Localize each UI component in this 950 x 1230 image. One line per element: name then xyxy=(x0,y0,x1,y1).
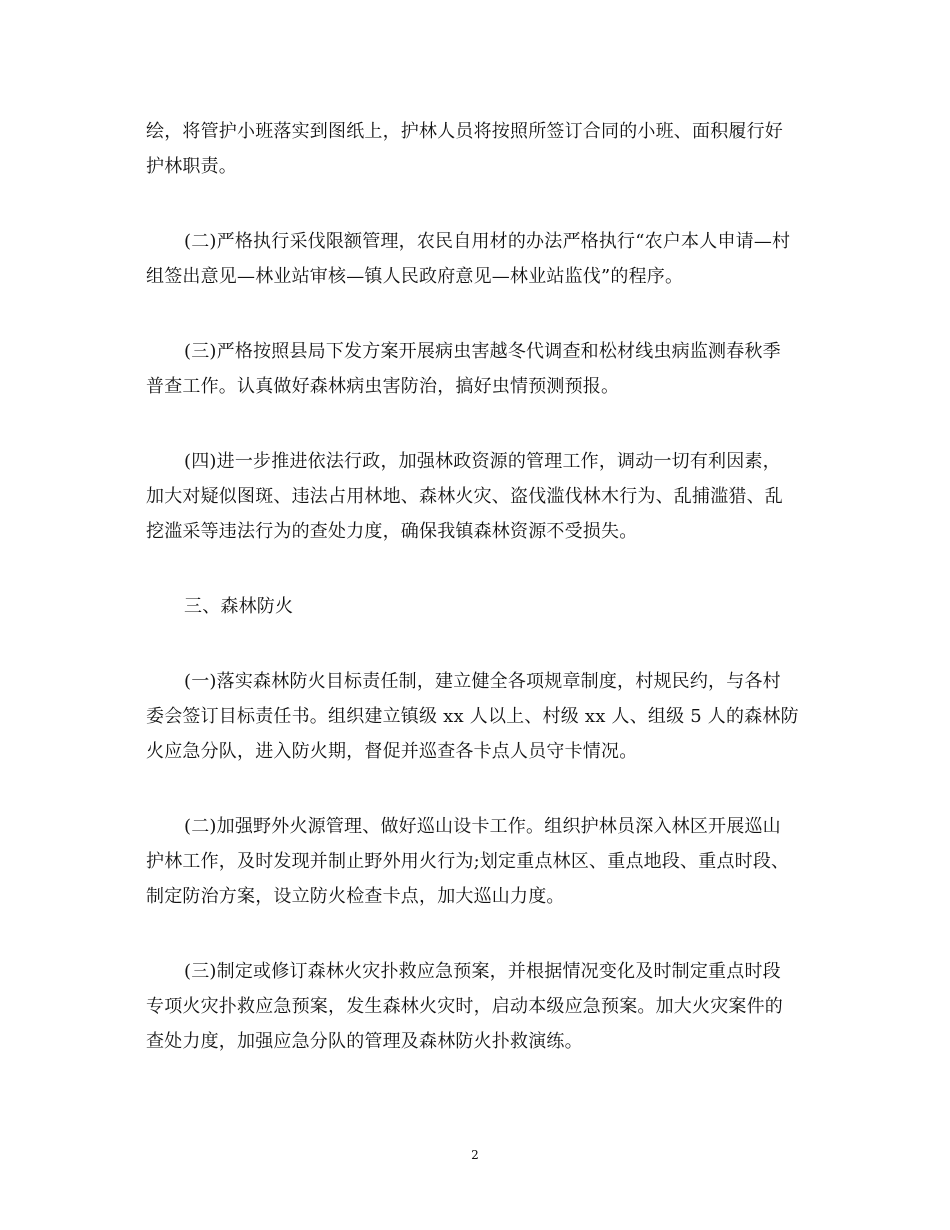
paragraph-line: 专项火灾扑救应急预案，发生森林火灾时，启动本级应急预案。加大火灾案件的 xyxy=(146,996,783,1017)
paragraph-line: 查处力度，加强应急分队的管理及森林防火扑救演练。 xyxy=(146,1031,583,1052)
paragraph-line: (二)加强野外火源管理、做好巡山设卡工作。组织护林员深入林区开展巡山 xyxy=(184,816,781,837)
paragraph-line: (三)严格按照县局下发方案开展病虫害越冬代调查和松材线虫病监测春秋季 xyxy=(184,341,781,362)
paragraph xyxy=(146,589,806,624)
paragraph-line: 三、森林防火 xyxy=(184,596,294,617)
paragraph-line: 挖滥采等违法行为的查处力度，确保我镇森林资源不受损失。 xyxy=(146,521,638,542)
paragraph-line: 组签出意见—林业站审核—镇人民政府意见—林业站监伐”的程序。 xyxy=(146,266,684,287)
paragraph-line: (一)落实森林防火目标责任制，建立健全各项规章制度，村规民约，与各村 xyxy=(184,671,781,692)
paragraph xyxy=(146,444,806,549)
paragraph xyxy=(146,809,806,914)
document-body xyxy=(146,114,806,1099)
paragraph-line: 委会签订目标责任书。组织建立镇级 xx 人以上、村级 xx 人、组级 5 人的森林防 xyxy=(146,706,799,727)
paragraph-line: 护林职责。 xyxy=(146,156,237,177)
paragraph-line: (三)制定或修订森林火灾扑救应急预案，并根据情况变化及时制定重点时段 xyxy=(184,961,781,982)
paragraph-line: 火应急分队，进入防火期，督促并巡查各卡点人员守卡情况。 xyxy=(146,741,638,762)
paragraph-line: 加大对疑似图斑、违法占用林地、森林火灾、盗伐滥伐林木行为、乱捕滥猎、乱 xyxy=(146,486,783,507)
paragraph-line: 绘，将管护小班落实到图纸上，护林人员将按照所签订合同的小班、面积履行好 xyxy=(146,121,783,142)
paragraph-line: (四)进一步推进依法行政，加强林政资源的管理工作，调动一切有利因素， xyxy=(184,451,781,472)
paragraph xyxy=(146,334,806,404)
paragraph-line: 制定防治方案，设立防火检查卡点，加大巡山力度。 xyxy=(146,886,565,907)
paragraph xyxy=(146,954,806,1059)
paragraph xyxy=(146,664,806,769)
page-number: 2 xyxy=(471,1148,479,1162)
paragraph xyxy=(146,114,806,184)
paragraph-line: 护林工作，及时发现并制止野外用火行为;划定重点林区、重点地段、重点时段、 xyxy=(146,851,790,872)
paragraph xyxy=(146,224,806,294)
paragraph-line: 普查工作。认真做好森林病虫害防治，搞好虫情预测预报。 xyxy=(146,376,620,397)
paragraph-line: (二)严格执行采伐限额管理，农民自用材的办法严格执行“农户本人申请—村 xyxy=(184,231,791,252)
